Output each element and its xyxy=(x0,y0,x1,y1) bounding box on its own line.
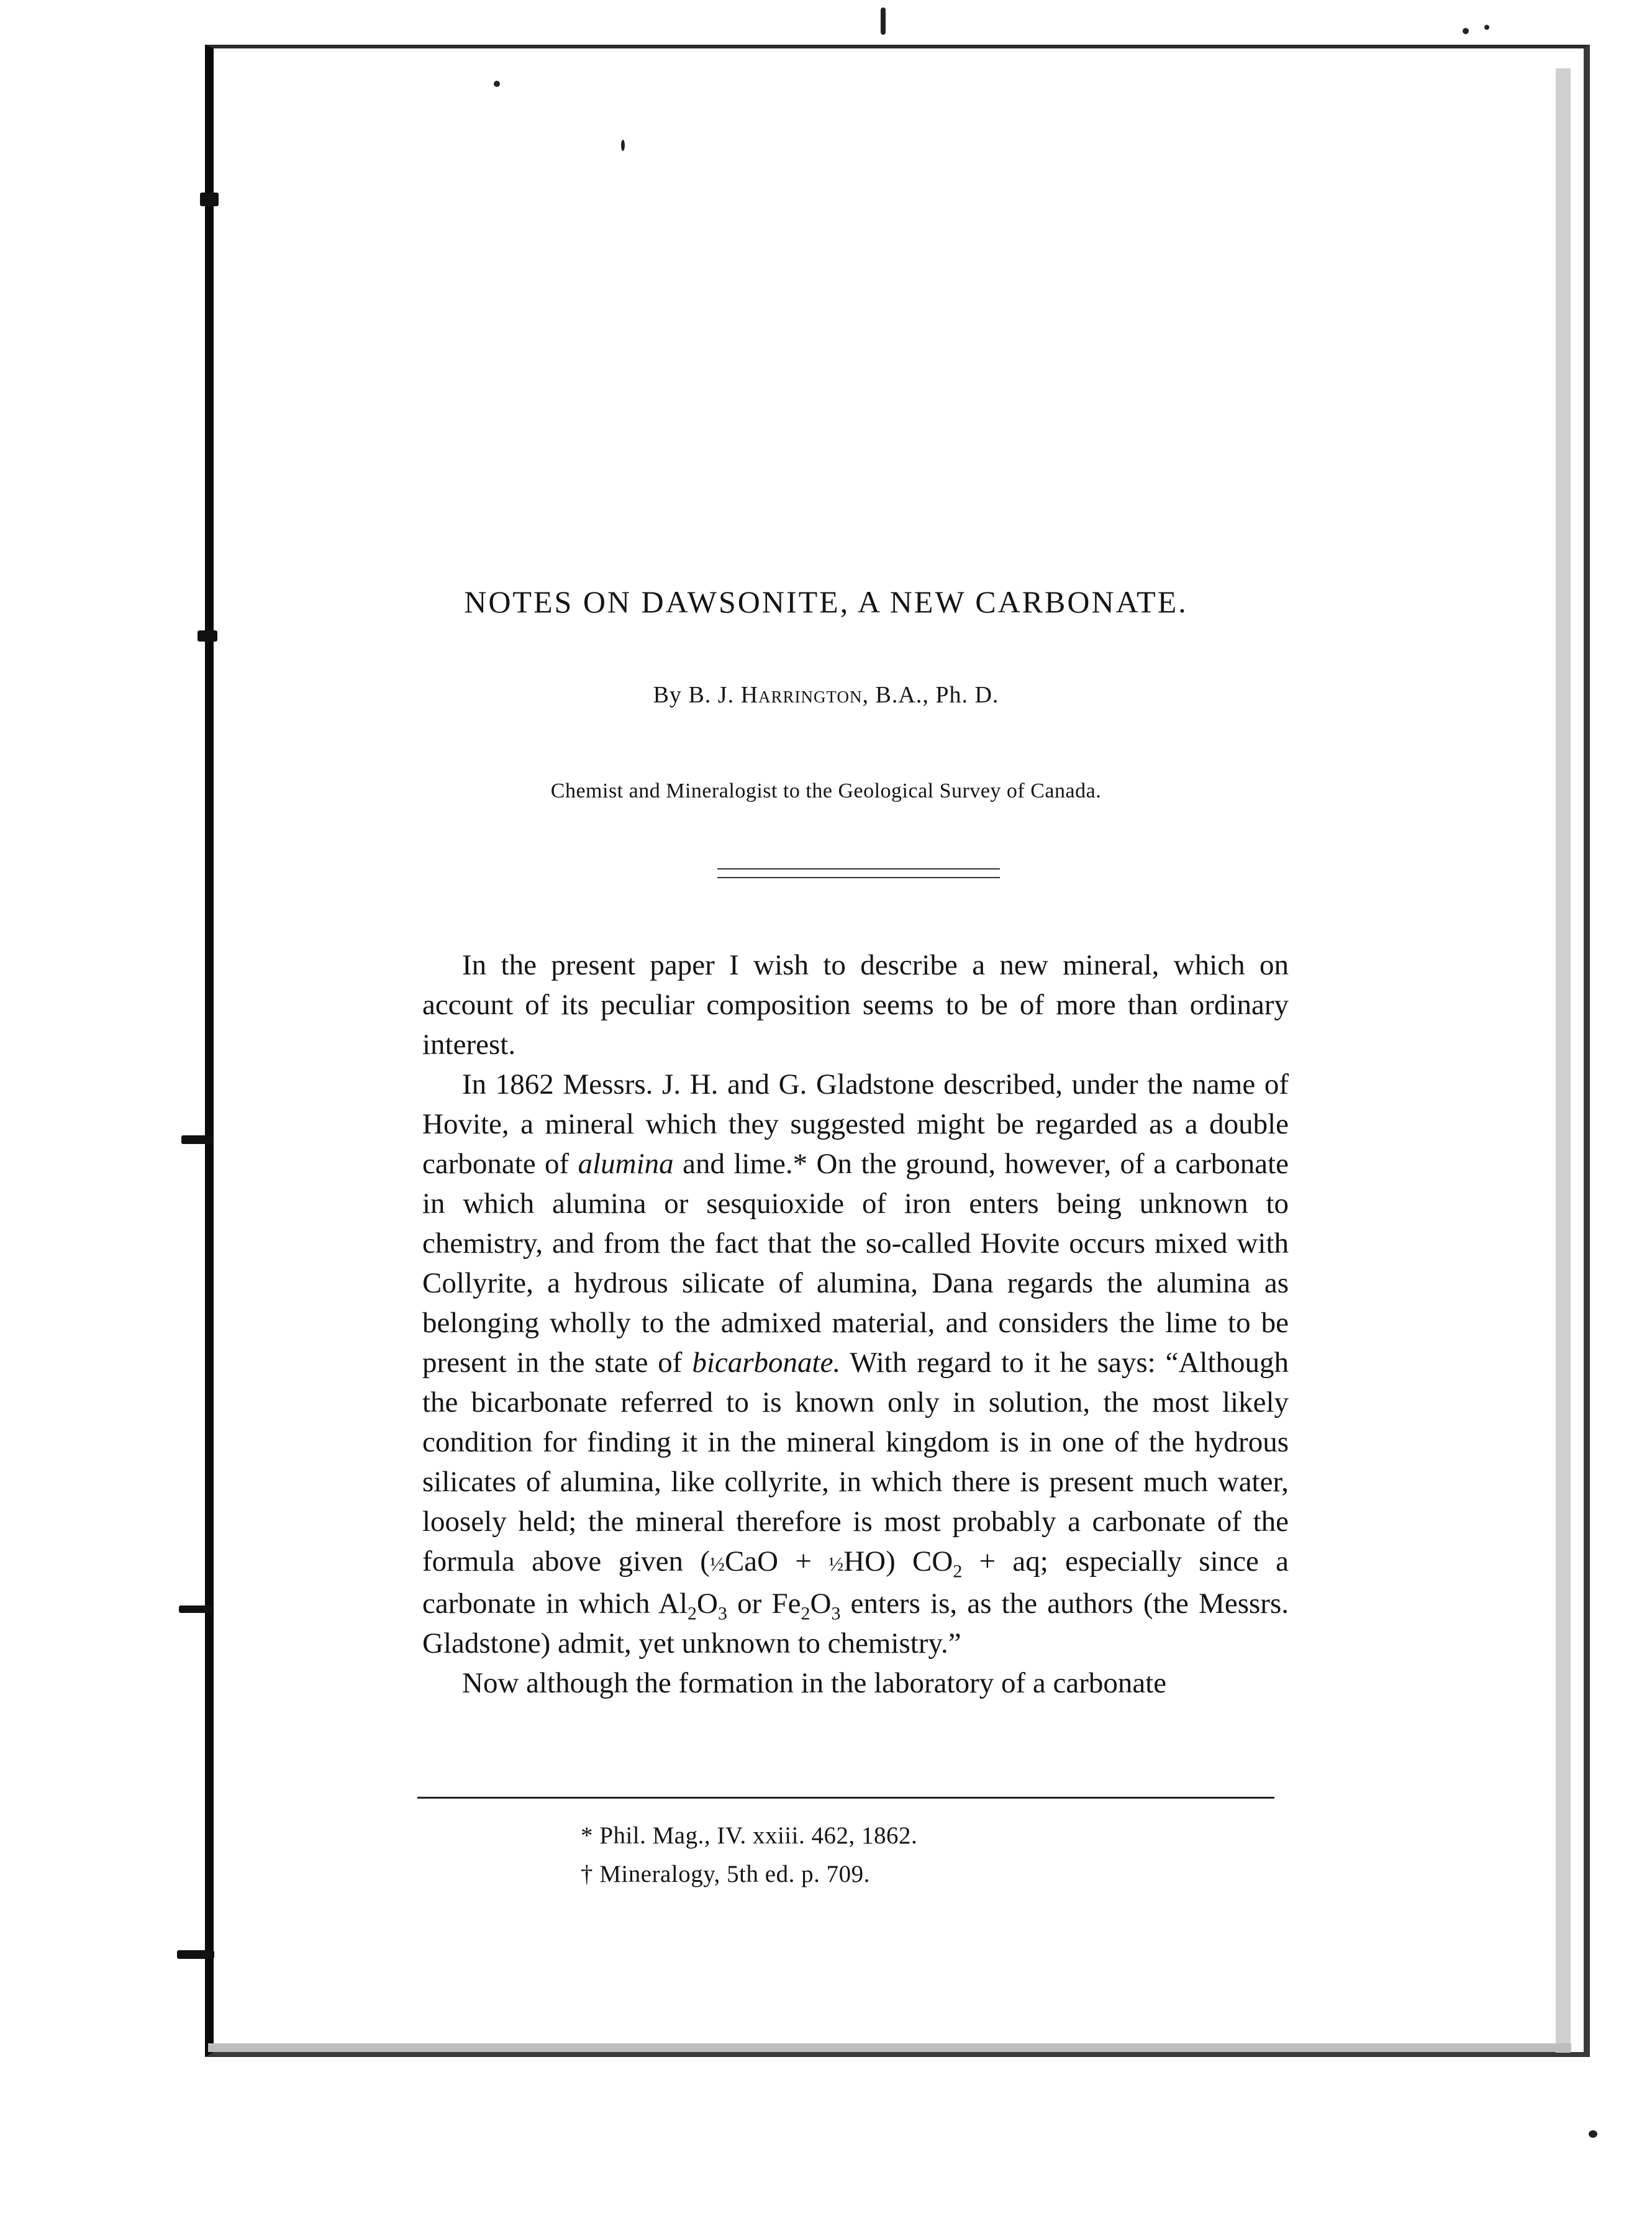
scan-speck xyxy=(1484,25,1489,30)
binding-mark xyxy=(181,1135,214,1144)
scan-speck xyxy=(1463,28,1469,34)
page-bottom-shadow xyxy=(208,2043,1571,2052)
byline-prefix: By xyxy=(653,682,682,708)
scan-speck xyxy=(881,7,886,35)
byline xyxy=(0,681,1652,709)
binding-mark xyxy=(197,630,217,642)
paragraph: In 1862 Messrs. J. H. and G. Gladstone described, under the name of Hovite, a mineral which they suggested might be regarded as a double carbonate of alumina and lime.* On the ground, however, of a carbonate in which alumina or sesquioxide of iron enters being unknown to chemistry, and from the fact that the so-called Hovite occurs mixed with Collyrite, a hydrous silicate of alumina, Dana regards the alumina as belonging wholly to the admixed material, and considers the lime to be present in the state of bicarbonate. With regard to it he says: “Although the bicarbonate referred to is known only in solution, the most likely condition for finding it in the mineral kingdom is in one of the hydrous silicates of alumina, like collyrite, in which there is present much water, loosely held; the mineral therefore is most probably a carbonate of the formula above given (½CaO + ½HO) $CO_2$ + aq; especially since a carbonate in which $Al_2O_3$ or $Fe_2O_3$ enters is, as the authors (the Messrs. Gladstone) admit, yet unknown to chemistry.” xyxy=(422,1068,1289,1660)
scan-speck xyxy=(1589,2130,1597,2138)
title-rule xyxy=(717,877,1000,878)
footnote-rule xyxy=(417,1797,1274,1799)
footnote: * Phil. Mag., IV. xxiii. 462, 1862. xyxy=(581,1822,918,1849)
footnote: † Mineralogy, 5th ed. p. 709. xyxy=(581,1861,870,1887)
fraction: ½ xyxy=(828,1553,844,1575)
binding-mark xyxy=(177,1950,214,1959)
fraction: ½ xyxy=(709,1553,725,1575)
article-title: NOTES ON DAWSONITE, A NEW CARBONATE. xyxy=(464,584,1188,619)
article-body xyxy=(422,945,1289,1703)
title-rule xyxy=(717,868,1000,870)
binding-mark xyxy=(200,193,219,206)
footnotes xyxy=(581,1817,1326,1894)
scan-speck xyxy=(494,81,500,87)
binding-mark xyxy=(179,1605,212,1613)
emphasis-alumina: alumina xyxy=(578,1148,674,1180)
emphasis-bicarbonate: bicarbonate. xyxy=(692,1346,841,1379)
paragraph: Now although the formation in the laboratory of a carbonate xyxy=(462,1667,1167,1699)
author-affiliation: Chemist and Mineralogist to the Geological Survey of Canada. xyxy=(550,779,1102,802)
paragraph: In the present paper I wish to describe a new mineral, which on account of its peculiar composition seems to be of more than ordinary interest. xyxy=(422,949,1289,1061)
author-degrees: B.A., Ph. D. xyxy=(875,682,999,708)
author-name: B. J. Harrington, xyxy=(688,682,869,708)
scan-speck xyxy=(621,140,625,151)
page-edge-shadow xyxy=(1556,68,1571,2053)
